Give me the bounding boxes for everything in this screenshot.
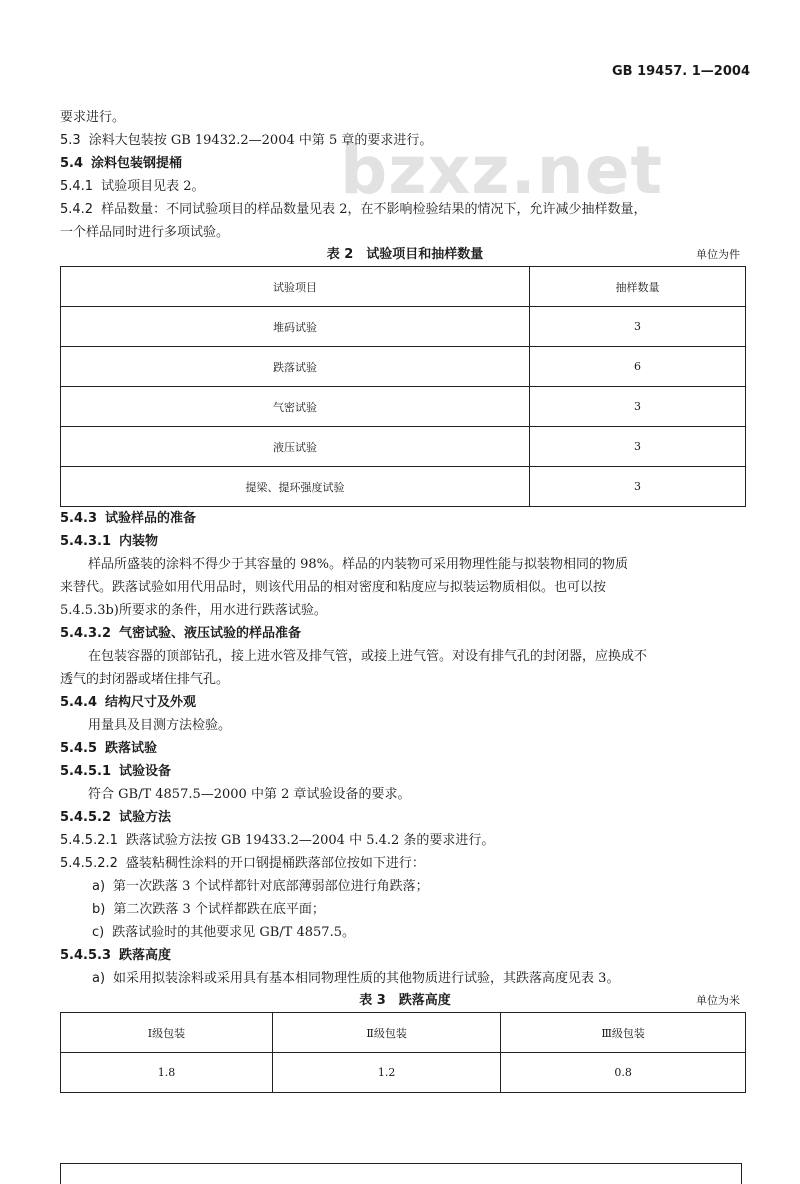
table2-caption: 表 2 试验项目和抽样数量 xyxy=(326,247,484,262)
table3-header-cell: Ⅲ级包装 xyxy=(501,1013,746,1053)
table-cell: 0.8 xyxy=(501,1053,746,1093)
clause-number: 5.4.5 xyxy=(60,741,98,756)
clause-heading xyxy=(60,760,750,783)
clause-number: 5.4.5.2.1 xyxy=(60,833,118,848)
clause-number: 5.4.5.3 xyxy=(60,948,111,963)
table-cell: 3 xyxy=(529,307,745,347)
clause-heading xyxy=(60,806,750,829)
clause-number: 5.4 xyxy=(60,156,84,171)
clause-number: 5.4.3 xyxy=(60,511,98,526)
clause-text: 第一次跌落 3 个试样都针对底部薄弱部位进行角跌落； xyxy=(113,879,429,894)
clause-text: 符合 GB/T 4857.5—2000 中第 2 章试验设备的要求。 xyxy=(88,787,411,802)
table-row xyxy=(61,427,746,467)
clause-number: 5.3 xyxy=(60,133,81,148)
clause-text: 要求进行。 xyxy=(60,110,126,125)
clause-heading xyxy=(60,152,750,175)
clause-number: 5.4.4 xyxy=(60,695,98,710)
table-cell: 气密试验 xyxy=(61,387,530,427)
paragraph-line xyxy=(60,106,750,129)
clause-text: 样品所盛装的涂料不得少于其容量的 98%。样品的内装物可采用物理性能与拟装物相同的物质 xyxy=(88,557,629,572)
document-body xyxy=(60,106,750,1093)
clause-heading xyxy=(60,875,750,898)
clause-text: 试验方法 xyxy=(119,810,172,825)
table2-header-cell: 试验项目 xyxy=(61,267,530,307)
clause-number: c) xyxy=(92,925,105,940)
clause-text: 结构尺寸及外观 xyxy=(105,695,197,710)
clause-text: 来替代。跌落试验如用代用品时，则该代用品的相对密度和粘度应与拟装运物质相似。也可以按 xyxy=(60,580,607,595)
clause-text: 气密试验、液压试验的样品准备 xyxy=(119,626,302,641)
table-row xyxy=(61,1053,746,1093)
table3 xyxy=(60,1012,746,1093)
clause-text: 试验项目见表 2。 xyxy=(101,179,205,194)
clause-heading xyxy=(60,967,750,990)
table2-header-cell: 抽样数量 xyxy=(529,267,745,307)
paragraph-line xyxy=(60,221,750,244)
table-row xyxy=(61,347,746,387)
paragraph-line xyxy=(60,553,750,576)
clause-text: 试验样品的准备 xyxy=(105,511,197,526)
watermark: bzxz.net xyxy=(340,132,664,209)
paragraph-line xyxy=(60,668,750,691)
clause-text: 涂料大包装按 GB 19432.2—2004 中第 5 章的要求进行。 xyxy=(88,133,433,148)
clause-text: 如采用拟装涂料或采用具有基本相同物理性质的其他物质进行试验，其跌落高度见表 3。 xyxy=(113,971,620,986)
clause-heading xyxy=(60,898,750,921)
table-cell: 堆码试验 xyxy=(61,307,530,347)
table2-header-row xyxy=(61,267,746,307)
clause-text: 第二次跌落 3 个试样都跌在底平面； xyxy=(113,902,325,917)
clause-heading xyxy=(60,198,750,221)
clause-number: 5.4.5.1 xyxy=(60,764,111,779)
clause-text: 跌落试验方法按 GB 19433.2—2004 中 5.4.2 条的要求进行。 xyxy=(125,833,495,848)
clause-number: 5.4.5.2.2 xyxy=(60,856,118,871)
clause-heading xyxy=(60,737,750,760)
table3-header-row xyxy=(61,1013,746,1053)
paragraph-line xyxy=(60,576,750,599)
clause-text: 用量具及目测方法检验。 xyxy=(88,718,232,733)
clause-text: 涂料包装钢提桶 xyxy=(91,156,183,171)
table3-caption: 表 3 跌落高度 xyxy=(359,993,451,1008)
clause-text: 透气的封闭器或堵住排气孔。 xyxy=(60,672,230,687)
text-block-middle xyxy=(60,507,750,990)
clause-number: 5.4.3.1 xyxy=(60,534,111,549)
clause-text: 跌落高度 xyxy=(119,948,172,963)
table3-header-cell: Ⅱ级包装 xyxy=(272,1013,500,1053)
clause-number: b) xyxy=(92,902,106,917)
table-cell: 跌落试验 xyxy=(61,347,530,387)
table-cell: 3 xyxy=(529,427,745,467)
clause-text: 一个样品同时进行多项试验。 xyxy=(60,225,230,240)
clause-heading xyxy=(60,507,750,530)
table2 xyxy=(60,266,746,507)
paragraph-line xyxy=(60,645,750,668)
clause-heading xyxy=(60,175,750,198)
clause-text: 盛装粘稠性涂料的开口钢提桶跌落部位按如下进行： xyxy=(125,856,425,871)
table3-unit: 单位为米 xyxy=(696,994,740,1007)
clause-heading xyxy=(60,530,750,553)
paragraph-line xyxy=(60,783,750,806)
text-block-top xyxy=(60,106,750,244)
table-cell: 液压试验 xyxy=(61,427,530,467)
paragraph-line xyxy=(60,599,750,622)
table-cell: 6 xyxy=(529,347,745,387)
table-cell: 3 xyxy=(529,387,745,427)
clause-heading xyxy=(60,921,750,944)
standard-number: GB 19457. 1—2004 xyxy=(611,64,750,79)
table-row xyxy=(61,387,746,427)
table2-caption-row xyxy=(60,244,750,266)
clause-text: 5.4.5.3b)所要求的条件，用水进行跌落试验。 xyxy=(60,603,327,618)
clause-number: a) xyxy=(92,879,106,894)
table3-header-cell: Ⅰ级包装 xyxy=(61,1013,273,1053)
table2-unit: 单位为件 xyxy=(696,248,740,261)
clause-text: 跌落试验 xyxy=(105,741,158,756)
clause-number: 5.4.2 xyxy=(60,202,94,217)
clause-heading xyxy=(60,944,750,967)
paragraph-line xyxy=(60,714,750,737)
clause-heading xyxy=(60,622,750,645)
clause-heading xyxy=(60,691,750,714)
clause-text: 试验设备 xyxy=(119,764,172,779)
clause-number: 5.4.5.2 xyxy=(60,810,111,825)
clause-heading xyxy=(60,129,750,152)
table-cell: 提梁、提环强度试验 xyxy=(61,467,530,507)
table-cell: 1.2 xyxy=(272,1053,500,1093)
table-row xyxy=(61,467,746,507)
clause-text: 跌落试验时的其他要求见 GB/T 4857.5。 xyxy=(112,925,355,940)
table3-caption-row xyxy=(60,990,750,1012)
clause-number: a) xyxy=(92,971,106,986)
clause-heading xyxy=(60,852,750,875)
clause-text: 内装物 xyxy=(119,534,159,549)
clause-text: 在包装容器的顶部钻孔，接上进水管及排气管，或接上进气管。对设有排气孔的封闭器，应换成不 xyxy=(88,649,648,664)
clause-number: 5.4.1 xyxy=(60,179,94,194)
table-row xyxy=(61,307,746,347)
clause-number: 5.4.3.2 xyxy=(60,626,111,641)
table-cell: 3 xyxy=(529,467,745,507)
clause-heading xyxy=(60,829,750,852)
clause-text: 样品数量：不同试验项目的样品数量见表 2，在不影响检验结果的情况下，允许减少抽样数量， xyxy=(101,202,647,217)
table-cell: 1.8 xyxy=(61,1053,273,1093)
